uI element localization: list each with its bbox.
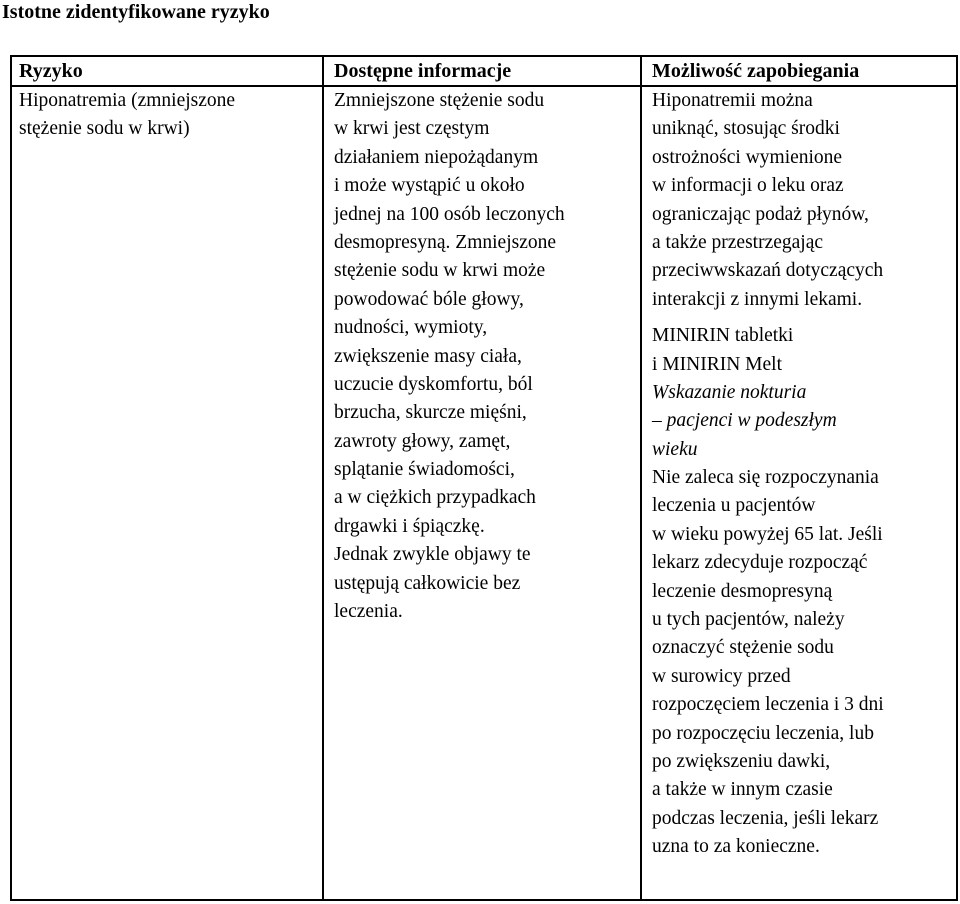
header-prevention: Możliwość zapobiegania — [652, 60, 860, 82]
text-line: rozpoczęciem leczenia i 3 dni — [652, 694, 884, 716]
text-line: stężenie sodu w krwi) — [19, 118, 190, 140]
text-line: po zwiększeniu dawki, — [652, 750, 831, 772]
text-line: działaniem niepożądanym — [334, 146, 539, 168]
text-line: podczas leczenia, jeśli lekarz — [652, 807, 879, 829]
italic-text-line: – pacjenci w podeszłym — [652, 410, 837, 432]
text-line: interakcji z innymi lekami. — [652, 288, 863, 310]
text-line: u tych pacjentów, należy — [652, 609, 845, 631]
text-line: oznaczyć stężenie sodu — [652, 637, 834, 659]
header-available-info: Dostępne informacje — [334, 60, 512, 82]
text-line: uzna to za konieczne. — [652, 836, 820, 858]
italic-text-line: Wskazanie nokturia — [652, 381, 807, 403]
text-line: MINIRIN tabletki — [652, 325, 794, 347]
text-line: a także przestrzegając — [652, 231, 824, 253]
text-line: uniknąć, stosując środki — [652, 118, 840, 140]
text-line: Hiponatremia (zmniejszone — [19, 90, 236, 111]
text-line: i może wystąpić u około — [334, 175, 525, 197]
text-line: zawroty głowy, zamęt, — [334, 430, 511, 452]
text-line: w surowicy przed — [652, 665, 791, 687]
text-line: Nie zaleca się rozpoczynania — [652, 467, 879, 489]
italic-text-line: wieku — [652, 438, 698, 460]
available-info-cell — [334, 87, 565, 626]
text-line: uczucie dyskomfortu, ból — [334, 373, 533, 395]
column-divider — [322, 57, 324, 899]
text-line: leczenia. — [334, 601, 403, 623]
text-line: lekarz zdecyduje rozpocząć — [652, 552, 868, 574]
text-line: w informacji o leku oraz — [652, 175, 844, 197]
header-risk: Ryzyko — [19, 60, 83, 82]
text-line: i MINIRIN Melt — [652, 353, 782, 375]
text-line: ustępują całkowicie bez — [334, 572, 521, 594]
text-line: jednej na 100 osób leczonych — [334, 203, 565, 225]
text-line: a także w innym czasie — [652, 779, 833, 801]
text-line: nudności, wymioty, — [334, 317, 488, 339]
text-line: leczenie desmopresyną — [652, 580, 833, 602]
text-line: Zmniejszone stężenie sodu — [334, 90, 545, 111]
text-line: ostrożności wymienione — [652, 146, 843, 168]
section-title: Istotne zidentyfikowane ryzyko — [2, 1, 270, 23]
text-line: ograniczając podaż płynów, — [652, 203, 869, 225]
text-line: powodować bóle głowy, — [334, 288, 524, 310]
text-line: splątanie świadomości, — [334, 459, 515, 481]
risk-table — [10, 55, 958, 901]
text-line: brzucha, skurcze mięśni, — [334, 402, 527, 424]
text-line: przeciwwskazań dotyczących — [652, 260, 884, 282]
text-line: zwiększenie masy ciała, — [334, 345, 522, 367]
text-line: w krwi jest częstym — [334, 118, 490, 140]
text-line: Hiponatremii można — [652, 90, 813, 111]
text-line: po rozpoczęciu leczenia, lub — [652, 722, 874, 744]
text-line: w wieku powyżej 65 lat. Jeśli — [652, 523, 883, 545]
text-line: a w ciężkich przypadkach — [334, 487, 536, 509]
paragraph-gap — [652, 314, 884, 322]
text-line: leczenia u pacjentów — [652, 495, 816, 517]
text-line: drgawki i śpiączkę. — [334, 515, 485, 537]
prevention-cell — [652, 87, 884, 862]
text-line: desmopresyną. Zmniejszone — [334, 231, 557, 253]
risk-cell — [19, 87, 235, 144]
text-line: stężenie sodu w krwi może — [334, 260, 546, 282]
text-line: Jednak zwykle objawy te — [334, 544, 531, 566]
column-divider — [640, 57, 642, 899]
